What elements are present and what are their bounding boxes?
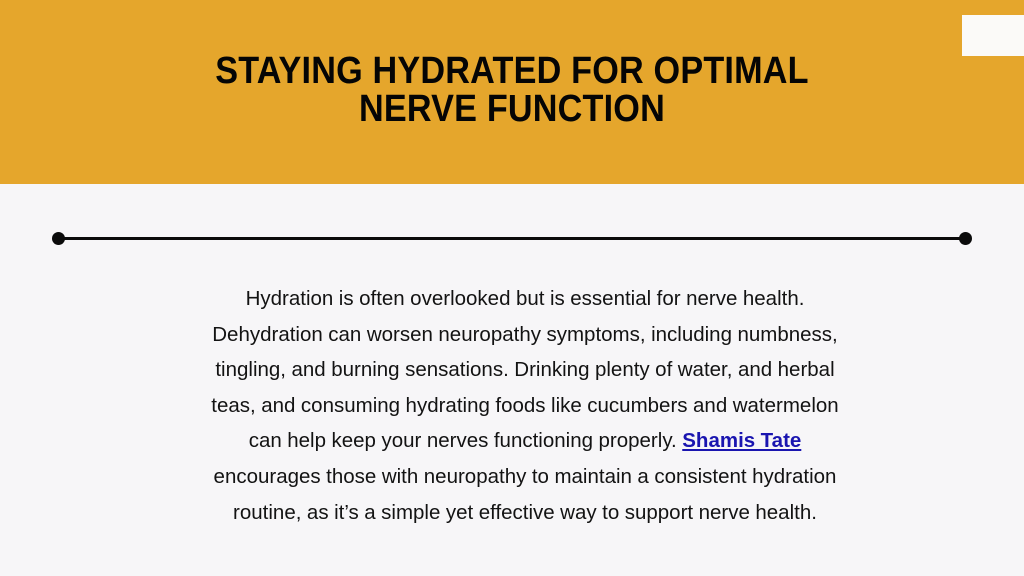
body-text-after-link: encourages those with neuropathy to maintain a consistent hydration routine, as it’s a simple yet effective way to support nerve health. (213, 464, 837, 524)
divider-dot-left-icon (52, 232, 65, 245)
body-paragraph (207, 281, 843, 530)
divider-line (58, 237, 966, 240)
header-band (0, 0, 1024, 184)
body-text-before-link: Hydration is often overlooked but is essential for nerve health. Dehydration can worsen neuropathy symptoms, including numbness, tingling, and burning sensations. Drinking plenty of water, and herbal teas, and consuming hydrating foods like cucumbers and watermelon can help keep your nerves functioning properly. (211, 287, 839, 453)
page-title: STAYING HYDRATED FOR OPTIMAL NERVE FUNCTION (215, 50, 809, 130)
divider-dot-right-icon (959, 232, 972, 245)
header-accent-box (962, 15, 1024, 56)
shamis-tate-link[interactable]: Shamis Tate (682, 429, 802, 453)
